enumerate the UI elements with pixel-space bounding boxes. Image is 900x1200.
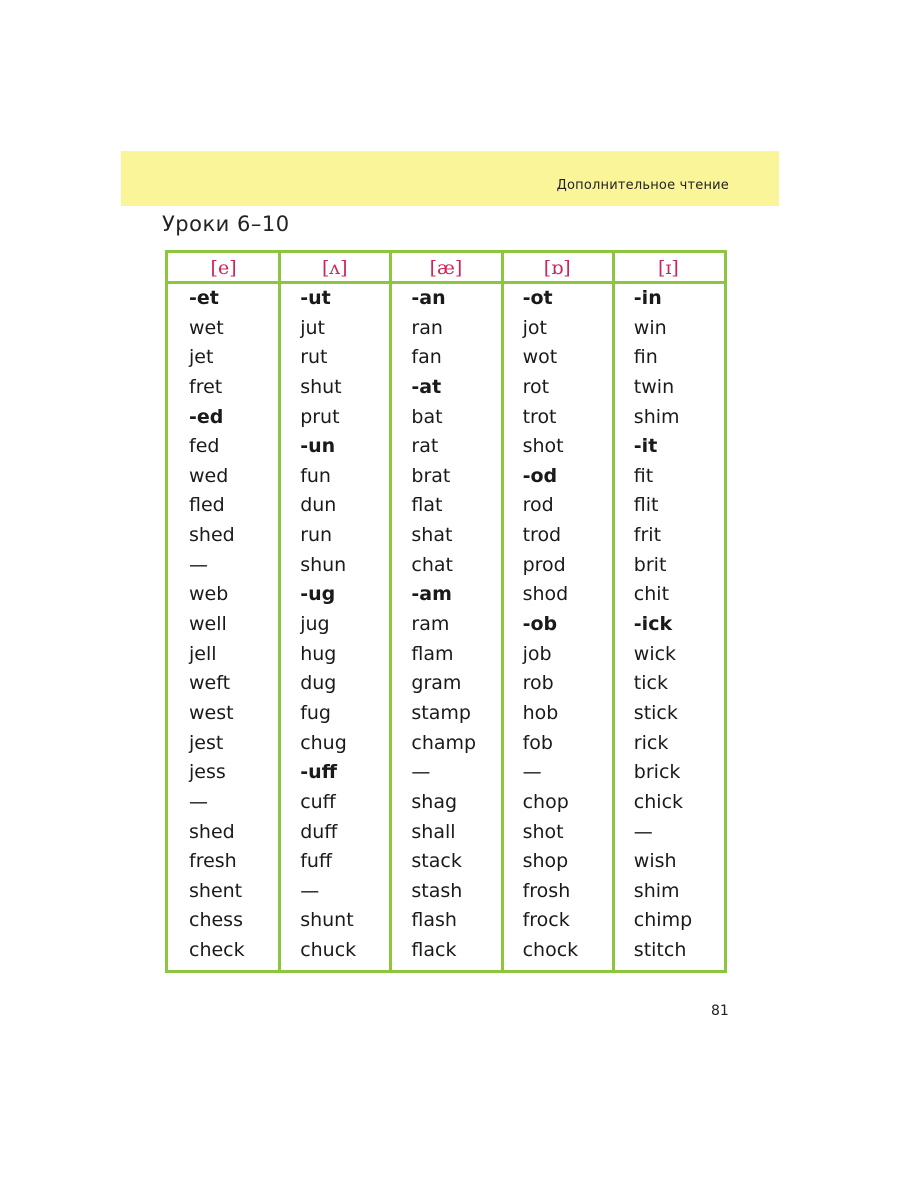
word: bat [411,405,443,428]
word: brit [633,553,667,576]
word: jest [189,731,224,754]
word: flat [411,494,443,517]
word-ending: -uff [300,761,337,784]
word: flash [411,909,457,932]
word: prut [300,405,340,428]
word: hob [522,701,559,724]
word-ending: -ick [633,613,673,636]
word-ending: -in [633,287,662,309]
word: flit [633,494,659,517]
word: gram [411,672,462,695]
word-table [165,250,727,973]
word: job [522,642,552,665]
word-ending: -un [300,435,336,458]
word: fin [633,346,658,369]
column-header: [ɒ] [543,257,571,279]
word: jug [300,613,330,636]
column-divider [501,253,504,970]
word: jess [189,761,226,784]
word-ending: -et [189,287,219,309]
word-column [411,284,476,966]
word: shut [300,375,342,398]
word: jell [189,642,217,665]
word: frit [633,524,662,547]
word-ending: -ot [522,287,553,309]
word-column [523,284,579,966]
word: tick [633,672,668,695]
word: — [633,820,653,843]
word: shat [411,524,453,547]
column-header: [ʌ] [322,257,348,279]
word: chimp [633,909,693,932]
word: chuck [300,939,357,962]
word: jut [300,316,325,339]
word: shim [633,405,680,428]
word: fret [189,375,223,398]
table-header-row [168,253,724,284]
word: chat [411,553,453,576]
word: rob [522,672,554,695]
column-header: [e] [210,257,237,279]
word: — [300,879,320,902]
word: hug [300,642,337,665]
word: dun [300,494,337,517]
word: frock [522,909,570,932]
word: prod [522,553,566,576]
word-column [189,284,245,966]
word: shot [522,820,564,843]
word: wish [633,850,677,873]
word: trot [522,405,557,428]
word: web [189,583,229,606]
word-ending: -am [411,583,452,606]
word: shun [300,553,347,576]
word: cuff [300,790,336,813]
word: ran [411,316,443,339]
column-header: [ɪ] [657,257,679,279]
word: rod [522,494,554,517]
word-ending: -ug [300,583,336,606]
word: shed [189,524,235,547]
word: wick [633,642,677,665]
word: win [633,316,667,339]
column-divider [389,253,392,970]
word: jet [189,346,214,369]
word: frosh [522,879,571,902]
word: fed [189,435,220,458]
word: west [189,701,234,724]
column-divider [278,253,281,970]
section-title: Дополнительное чтение [556,178,729,193]
word: run [300,524,333,547]
word: stitch [633,939,687,962]
word: shod [522,583,569,606]
word: fuff [300,850,333,873]
word: wot [522,346,558,369]
word-ending: -ut [300,287,331,309]
word: rick [633,731,669,754]
word: stash [411,879,463,902]
page-number: 81 [711,1003,729,1019]
word: shim [633,879,680,902]
word-ending: -an [411,287,446,309]
word: shag [411,790,458,813]
word: fit [633,464,654,487]
word: chess [189,909,243,932]
word: chug [300,731,347,754]
word: rat [411,435,439,458]
word: champ [411,731,477,754]
word: — [411,761,431,784]
word: — [522,761,542,784]
word-ending: -ed [189,405,224,428]
word: flam [411,642,454,665]
word: fug [300,701,331,724]
word-ending: -od [522,464,558,487]
column-header: [æ] [429,257,463,279]
word: shot [522,435,564,458]
lesson-title: Уроки 6–10 [162,212,290,236]
word: fresh [189,850,237,873]
word: rut [300,346,328,369]
word: brick [633,761,681,784]
word-column [300,284,356,966]
word: stack [411,850,462,873]
word: shop [522,850,569,873]
word: fan [411,346,442,369]
word-ending: -it [633,435,658,458]
word: fled [189,494,225,517]
word: chop [522,790,569,813]
word: twin [633,375,675,398]
word: chick [633,790,684,813]
word: ram [411,613,450,636]
word: fun [300,464,331,487]
word: shed [189,820,235,843]
word: weft [189,672,231,695]
word-column [634,284,692,966]
word: chit [633,583,670,606]
word: jot [522,316,547,339]
word: wed [189,464,229,487]
word: shall [411,820,456,843]
word: shunt [300,909,354,932]
word: wet [189,316,224,339]
section-banner [121,151,779,206]
word: flack [411,939,457,962]
word-ending: -ob [522,613,558,636]
word: — [189,553,208,576]
word: check [189,939,245,962]
word: well [189,613,227,636]
word: dug [300,672,337,695]
word: stamp [411,701,471,724]
word: chock [522,939,579,962]
word: rot [522,375,550,398]
word: brat [411,464,451,487]
word: stick [633,701,678,724]
word: trod [522,524,562,547]
word-ending: -at [411,375,442,398]
word: fob [522,731,553,754]
word: duff [300,820,338,843]
word: — [189,790,208,813]
word: shent [189,879,243,902]
column-divider [612,253,615,970]
